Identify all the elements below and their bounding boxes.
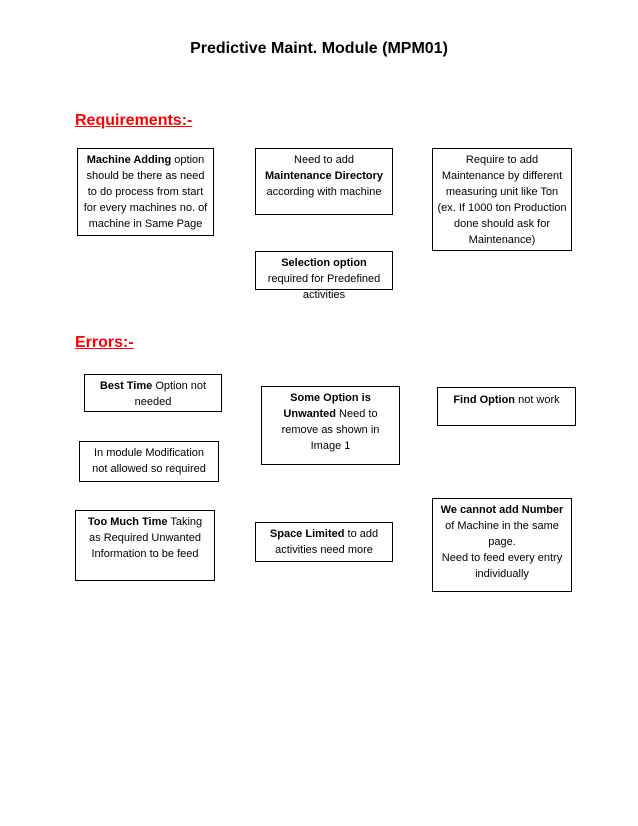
err-find-option-bold: Find Option <box>453 394 516 406</box>
err-space-limited-text: to add activities need more <box>275 528 379 556</box>
err-too-much-time-box <box>75 510 215 581</box>
req-machine-adding-bold: Machine Adding <box>86 154 172 166</box>
req-maintenance-directory-text: according with machine <box>266 186 382 198</box>
err-some-option-text: Need to remove as shown in Image 1 <box>281 408 380 452</box>
err-space-limited-box <box>255 522 393 562</box>
req-measuring-unit-text: Require to add Maintenance by different measuring unit like Ton (ex. If 1000 ton Production done should ask for Maintenance) <box>437 154 567 246</box>
errors-heading: Errors:- <box>75 334 134 351</box>
err-best-time-box <box>84 374 222 412</box>
err-cannot-add-number-text: of Machine in the same page. <box>445 520 559 548</box>
req-maintenance-directory-pre: Need to add <box>294 154 354 166</box>
err-space-limited-bold: Space Limited <box>269 528 345 540</box>
req-measuring-unit-box <box>432 148 572 251</box>
err-best-time-text: Option not needed <box>134 380 207 408</box>
err-too-much-time-bold: Too Much Time <box>87 516 168 528</box>
req-maintenance-directory-box <box>255 148 393 215</box>
err-some-option-box <box>261 386 400 465</box>
err-find-option-text: not work <box>515 394 560 406</box>
err-module-modification-box <box>79 441 219 482</box>
err-cannot-add-number-text2: Need to feed every entry individually <box>441 552 563 580</box>
err-cannot-add-number-box <box>432 498 572 592</box>
page-title: Predictive Maint. Module (MPM01) <box>190 40 448 57</box>
err-find-option-box <box>437 387 576 426</box>
err-best-time-bold: Best Time <box>99 380 153 392</box>
req-selection-option-text: required for Predefined activities <box>267 273 381 301</box>
req-selection-option-box <box>255 251 393 301</box>
req-selection-option-bold: Selection option <box>281 257 367 269</box>
req-machine-adding-box <box>77 148 214 236</box>
err-some-option-bold: Some Option is Unwanted <box>283 392 371 420</box>
req-machine-adding-text: option should be there as need to do process from start for every machines no. of machine in Same Page <box>83 154 208 230</box>
err-module-modification-text: In module Modification not allowed so required <box>92 447 206 475</box>
err-too-much-time-text: Taking as Required Unwanted Information to be feed <box>89 516 203 560</box>
err-cannot-add-number-bold: We cannot add Number <box>440 504 564 516</box>
req-maintenance-directory-bold: Maintenance Directory <box>265 170 383 182</box>
requirements-heading: Requirements:- <box>75 112 193 129</box>
